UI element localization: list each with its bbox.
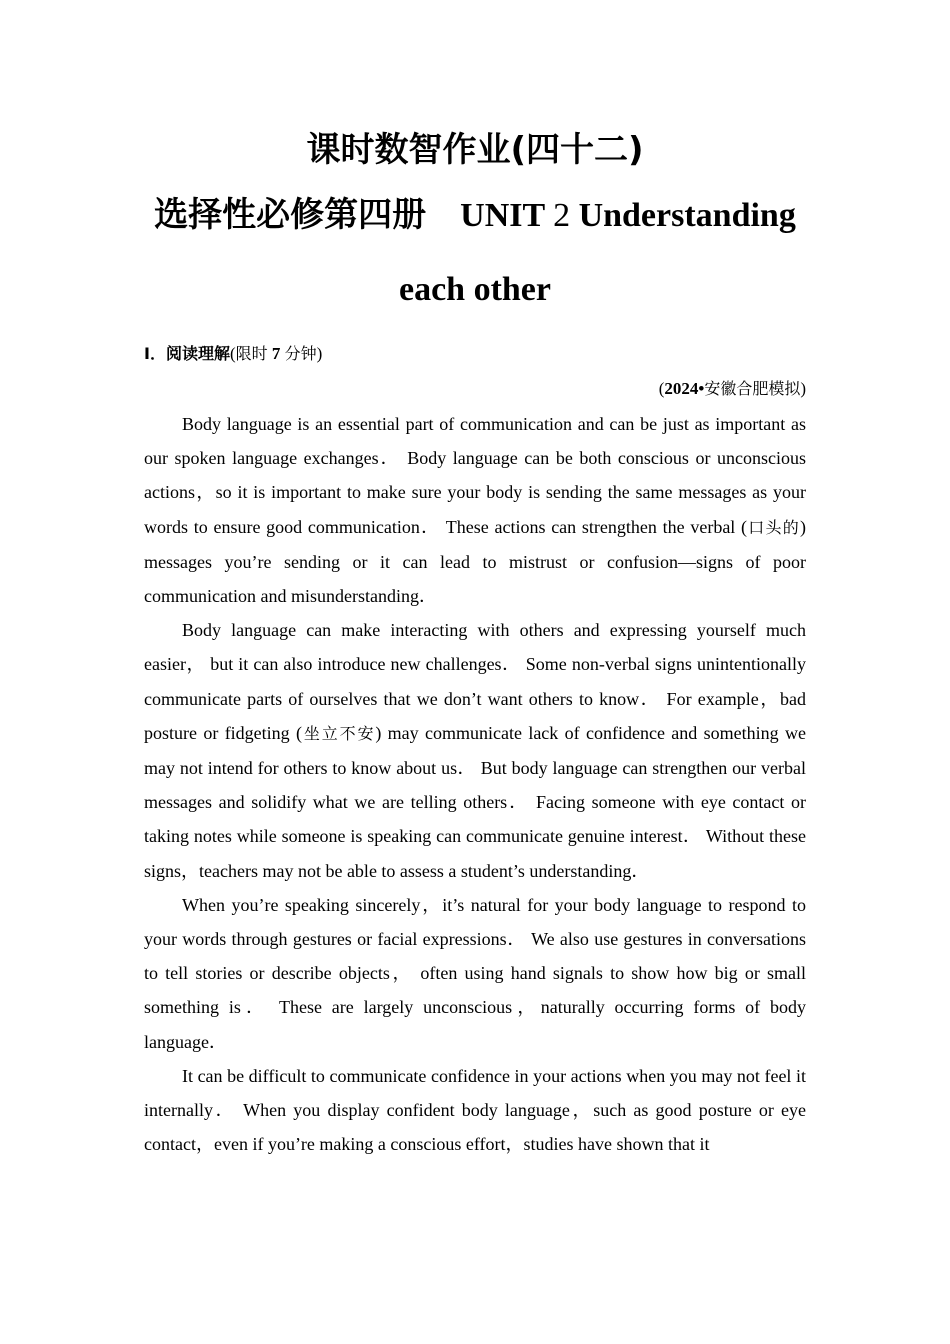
passage-paragraph-3: When you’re speaking sincerely，it’s natural for your body language to respond to your words through gestures or facial expressions． We also use gestures in conversations to tell stories or describe objects， often using hand signals to show how big or small something is． These are largely unconscious，naturally occurring forms of body language． (144, 894, 806, 1052)
passage-paragraph-1 (144, 407, 806, 613)
unit-title (144, 178, 806, 253)
section-note-open: ( (229, 344, 236, 363)
paragraph-text: ) may communicate lack of confidence and something we may not intend for others to know about us． But body language can strengthen our verbal messages and solidify what we are telling others． Facing someone with eye contact or taking notes while someone is speaking can communicate genuine interest． Without these signs，teachers may not be able to assess a student’s understanding． (144, 722, 806, 881)
source-place: 安徽合肥模拟 (704, 379, 801, 398)
paragraph-text: Body language can make interacting with others and expressing yourself much easier， but it can also introduce new challenges． Some non-verbal signs unintentionally communicate parts of ourselves that we don’t want others to know． For example，bad posture or fidgeting ( (144, 620, 806, 743)
gloss-verbal: 口头的 (747, 517, 800, 537)
unit-title-book: 选择性必修第四册 (154, 195, 427, 235)
page-title: 课时数智作业(四十二) (306, 130, 644, 170)
passage-paragraph-4: It can be difficult to communicate confidence in your actions when you may not feel it internally． When you display confident body language，such as good posture or eye contact，even if you’re making a conscious effort，studies have shown that it (144, 1065, 806, 1155)
paragraph-text: Body language is an essential part of communication and can be just as important as our spoken language exchanges． Body language can be both conscious or unconscious actions，so it is important to make sure your body is sending the same messages as your words to ensure good communication． These actions can strengthen the verbal ( (144, 414, 806, 537)
passage (144, 407, 806, 1161)
document-page (144, 122, 806, 1161)
unit-title-continued: each other (398, 271, 551, 308)
section-heading (144, 341, 806, 367)
unit-title-name: Understanding (578, 197, 796, 234)
passage-paragraph-2 (144, 613, 806, 888)
unit-title-number: 2 (553, 197, 571, 234)
source-year: 2024 (664, 379, 699, 398)
section-note-close: ) (316, 344, 323, 363)
source-close: ) (800, 379, 806, 398)
section-note-minutes: 7 (271, 344, 281, 363)
source-open: ( (658, 379, 665, 398)
section-label: Ⅰ．阅读理解 (144, 344, 230, 363)
gloss-fidgeting: 坐立不安 (302, 723, 376, 743)
section-note-unit: 分钟 (284, 344, 317, 363)
source-dot: • (698, 379, 705, 398)
passage-source (144, 376, 806, 402)
paragraph-text: ) messages you’re sending or it can lead to mistrust or confusion—signs of poor communication and misunderstanding． (144, 516, 806, 607)
unit-title-unit: UNIT (460, 197, 545, 234)
section-note-text: 限时 (235, 344, 268, 363)
